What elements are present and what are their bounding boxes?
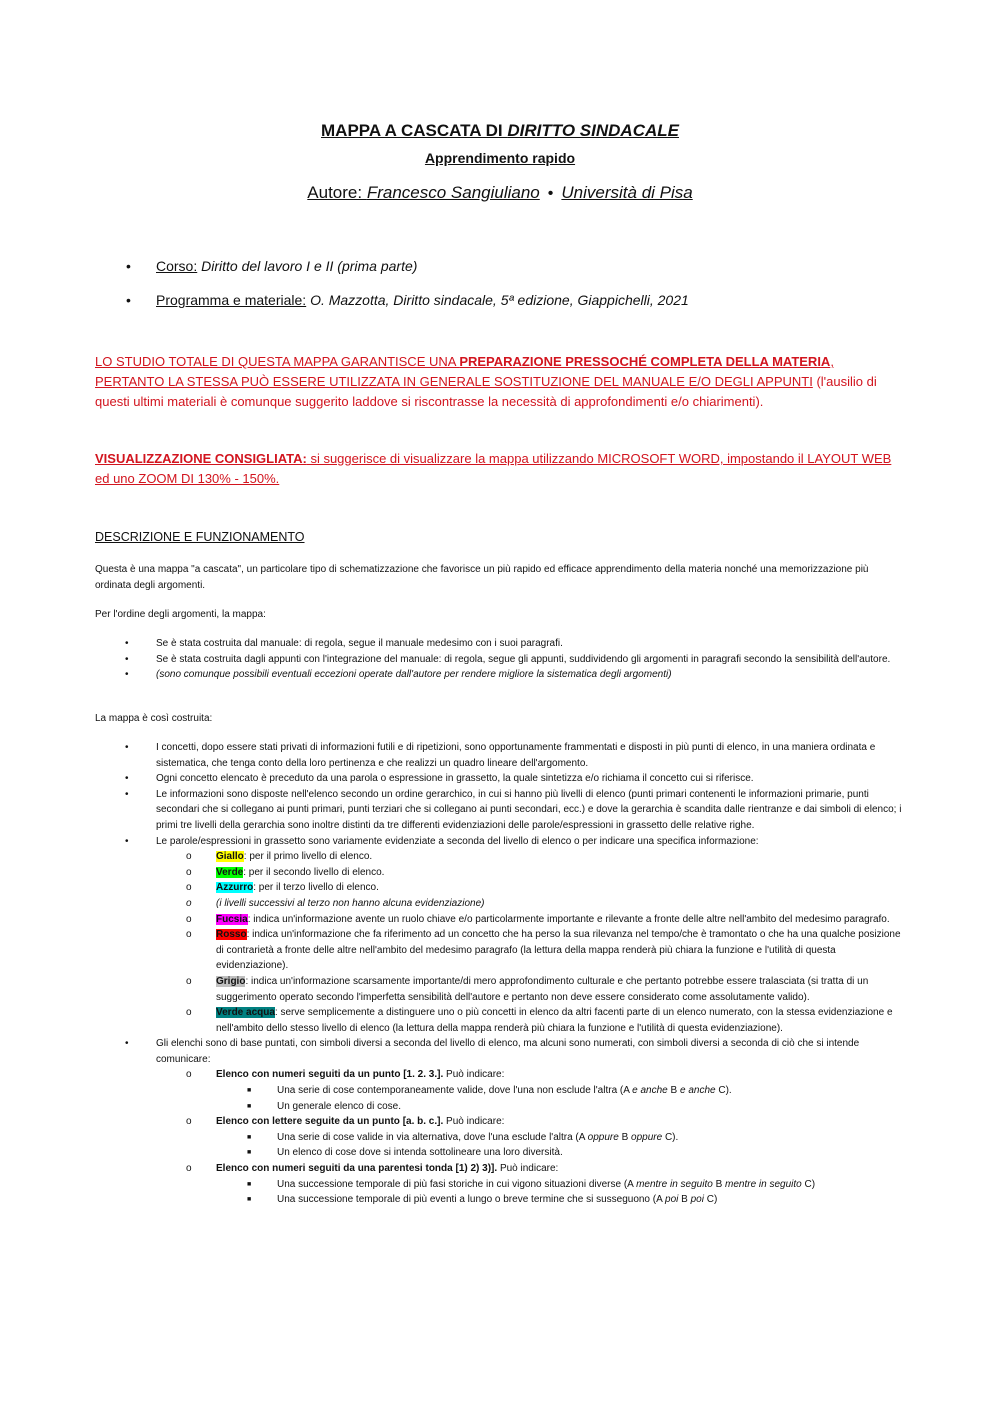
- highlight-item-cyan: [95, 880, 905, 896]
- program-label: Programma e materiale:: [156, 292, 307, 308]
- warning-part1: LO STUDIO TOTALE DI QUESTA MAPPA GARANTISCE UNA: [95, 354, 460, 369]
- highlight-word: Grigio: [216, 975, 246, 987]
- bullet-icon: •: [125, 1038, 129, 1050]
- square-bullet-icon: ■: [247, 1196, 252, 1204]
- bullet-icon: •: [126, 292, 131, 308]
- highlight-word: Fucsia: [216, 913, 248, 925]
- circle-bullet-icon: o: [186, 1007, 192, 1019]
- highlight-text: : per il secondo livello di elenco.: [243, 866, 385, 878]
- bullet-icon: •: [125, 669, 129, 681]
- order-list: [95, 636, 905, 683]
- course-label: Corso:: [156, 258, 198, 274]
- highlight-text: : indica un'informazione scarsamente importante/di mero approfondimento culturale e che pertanto potrebbe essere tralasciata (si tratta di un suggerimento operato secondo l'imperfetta sensibilità dell'autore e pertanto non deve essere considerato come assolutamente valido).: [216, 975, 869, 1003]
- author-name: Francesco Sangiuliano: [366, 183, 540, 202]
- list-type-text: Può indicare:: [443, 1116, 505, 1128]
- list-type-item: [95, 1067, 905, 1083]
- built-list: [95, 740, 905, 1208]
- square-bullet-icon: ■: [247, 1180, 252, 1188]
- circle-bullet-icon: o: [186, 1116, 192, 1128]
- highlight-word: Verde: [216, 866, 244, 878]
- subitem-italic: poi: [690, 1194, 704, 1206]
- subitem-italic: mentre in seguito: [725, 1178, 802, 1190]
- list-item: [95, 834, 905, 850]
- program-value: O. Mazzotta, Diritto sindacale, 5ª edizione, Giappichelli, 2021: [310, 292, 689, 308]
- list-item: [95, 667, 905, 683]
- circle-bullet-icon: o: [186, 929, 192, 941]
- highlight-word: Rosso: [216, 929, 247, 941]
- highlight-text: : serve semplicemente a distinguere uno o più concetti in elenco da altri facenti parte di un elenco numerato, con la stessa evidenziazione e nell'ambito dello stesso livello di elenco (la lettura della mappa renderà più chiara la funzione e l'utilità di questa evidenziazione).: [216, 1007, 893, 1034]
- list-item-text: Gli elenchi sono di base puntati, con simboli diversi a seconda del livello di elenco, ma alcuni sono numerati, con simboli diversi a seconda di ciò che si intende comunicare:: [156, 1038, 860, 1065]
- warning-paragraph: [95, 352, 905, 412]
- list-item: [95, 636, 905, 652]
- highlight-text: : per il primo livello di elenco.: [243, 851, 373, 863]
- highlight-item-green: [95, 865, 905, 881]
- circle-bullet-icon: o: [186, 1163, 192, 1175]
- subitem-text: B: [618, 1131, 632, 1143]
- author-label: Autore:: [307, 183, 367, 202]
- list-subitem: [95, 1145, 905, 1161]
- subitem-text: Una serie di cose contemporaneamente valide, dove l'una non esclude l'altra (A: [277, 1085, 633, 1097]
- highlight-text: : indica un'informazione che fa riferimento ad un concetto che ha perso la sua rilevanza nel tempo/che è tramontato o che ha una qualche posizione di contrarietà a fronte delle altre nell'ambito del medesimo paragrafo (la lettura della mappa renderà più chiara la funzione e l'utilità di questa evidenziazione).: [216, 929, 901, 972]
- bullet-icon: •: [125, 638, 129, 649]
- list-item: [95, 771, 905, 787]
- highlight-item-grey: [95, 974, 905, 1005]
- highlight-word: Verde acqua: [216, 1007, 275, 1019]
- subitem-text: B: [667, 1085, 680, 1097]
- subitem-text: C).: [662, 1131, 679, 1143]
- highlight-item-red: [95, 927, 905, 974]
- title-italic: DIRITTO SINDACALE: [507, 121, 679, 140]
- subitem-text: C): [801, 1178, 816, 1190]
- list-item: [95, 740, 905, 771]
- list-item-text: Le parole/espressioni in grassetto sono variamente evidenziate a seconda del livello di elenco o per indicare una specifica informazione:: [156, 835, 759, 847]
- subitem-italic: mentre in seguito: [636, 1178, 713, 1190]
- highlight-item-yellow: [95, 849, 905, 865]
- circle-bullet-icon: o: [186, 897, 192, 909]
- list-subitem: [95, 1177, 905, 1193]
- circle-bullet-icon: o: [186, 866, 192, 878]
- warning-bold: PREPARAZIONE PRESSOCHÉ COMPLETA DELLA MATERIA: [459, 354, 831, 369]
- bullet-icon: •: [125, 788, 129, 800]
- list-type-label: Elenco con numeri seguiti da un punto [1. 2. 3.].: [216, 1069, 444, 1081]
- square-bullet-icon: ■: [247, 1133, 252, 1141]
- bullet-icon: •: [126, 258, 131, 274]
- square-bullet-icon: ■: [247, 1149, 252, 1157]
- list-item-text: Se è stata costruita dal manuale: di regola, segue il manuale medesimo con i suoi paragrafi.: [156, 638, 563, 649]
- list-type-item: [95, 1114, 905, 1130]
- circle-bullet-icon: o: [186, 882, 192, 894]
- built-intro: La mappa è così costruita:: [95, 713, 213, 724]
- highlight-item-note: [95, 896, 905, 912]
- document-title: [0, 121, 1000, 141]
- list-subitem: [95, 1130, 905, 1146]
- list-type-text: Può indicare:: [497, 1163, 559, 1175]
- highlight-item-fuchsia: [95, 912, 905, 928]
- subitem-text: Una successione temporale di più eventi a lungo o breve termine che si susseguono (A: [277, 1194, 666, 1206]
- list-item: [95, 1036, 905, 1067]
- document-subtitle: Apprendimento rapido: [424, 150, 576, 166]
- title-prefix: MAPPA A CASCATA DI: [321, 121, 508, 140]
- list-type-label: Elenco con lettere seguite da un punto [a. b. c.].: [216, 1116, 444, 1128]
- highlight-item-teal: [95, 1005, 905, 1036]
- subitem-italic: e anche: [632, 1085, 668, 1097]
- warning-part4: (l'ausilio di questi ultimi materiali è comunque suggerito laddove si riscontrasse la necessità di approfondimenti e/o chiarimenti).: [95, 374, 877, 409]
- list-subitem: [95, 1083, 905, 1099]
- circle-bullet-icon: o: [186, 1069, 192, 1081]
- list-item-text: I concetti, dopo essere stati privati di informazioni futili e di ripetizioni, sono opportunamente frammentati e disposti in più punti di elenco, in una maniera ordinata e sistematica, che tenga conto della loro pertinenza e che realizzi un quadro lineare dell'argomento.: [156, 742, 876, 769]
- circle-bullet-icon: o: [186, 851, 192, 863]
- separator-dot: •: [547, 185, 554, 202]
- list-item-text: Se è stata costruita dagli appunti con l'integrazione del manuale: di regola, segue gli appunti, suddividendo gli argomenti in paragrafi secondo la sensibilità dell'autore.: [156, 653, 891, 665]
- list-type-item: [95, 1161, 905, 1177]
- course-value: Diritto del lavoro I e II (prima parte): [201, 258, 418, 274]
- subitem-italic: oppure: [631, 1131, 663, 1143]
- highlight-text: : per il terzo livello di elenco.: [253, 882, 379, 894]
- list-item: [95, 787, 905, 834]
- subitem-italic: e anche: [679, 1085, 716, 1097]
- circle-bullet-icon: o: [186, 913, 192, 925]
- subitem-text: Un generale elenco di cose.: [277, 1100, 401, 1112]
- subitem-text: C): [703, 1194, 718, 1206]
- subitem-text: B: [712, 1178, 726, 1190]
- subitem-text: C).: [715, 1085, 732, 1097]
- highlight-word: Azzurro: [216, 882, 254, 894]
- description-heading: DESCRIZIONE E FUNZIONAMENTO: [95, 530, 305, 544]
- warning-part3: , PERTANTO LA STESSA PUÒ ESSERE UTILIZZATA IN GENERALE SOSTITUZIONE DEL MANUALE E/O DEGLI APPUNTI: [95, 354, 834, 389]
- subitem-italic: poi: [665, 1194, 679, 1206]
- list-type-label: Elenco con numeri seguiti da una parentesi tonda [1) 2) 3)].: [216, 1163, 498, 1175]
- description-intro: Questa è una mappa "a cascata", un particolare tipo di schematizzazione che favorisce un più rapido ed efficace apprendimento della materia nonché una memorizzazione più ordinata degli argomenti.: [95, 564, 869, 591]
- list-item: [95, 652, 905, 668]
- square-bullet-icon: ■: [247, 1102, 252, 1110]
- highlight-word: Giallo: [216, 851, 244, 863]
- circle-bullet-icon: o: [186, 975, 192, 987]
- visualization-text: si suggerisce di visualizzare la mappa utilizzando MICROSOFT WORD, impostando il LAYOUT WEB ed uno ZOOM DI 130% - 150%.: [95, 451, 892, 486]
- order-intro: Per l'ordine degli argomenti, la mappa:: [95, 609, 266, 620]
- list-subitem: [95, 1099, 905, 1115]
- highlight-text: : indica un'informazione avente un ruolo chiave e/o particolarmente importante e rilevante a fronte delle altre nell'ambito del medesimo paragrafo.: [247, 913, 890, 925]
- subitem-italic: oppure: [587, 1131, 619, 1143]
- visualization-paragraph: [95, 449, 905, 489]
- list-item-text: Ogni concetto elencato è preceduto da una parola o espressione in grassetto, la quale sintetizza e/o richiama il concetto cui si riferisce.: [156, 773, 754, 785]
- highlight-text: (i livelli successivi al terzo non hanno alcuna evidenziazione): [216, 897, 485, 909]
- bullet-icon: •: [125, 835, 129, 847]
- list-type-text: Può indicare:: [443, 1069, 505, 1081]
- subitem-text: B: [678, 1194, 691, 1206]
- list-item-text: Le informazioni sono disposte nell'elenco secondo un ordine gerarchico, in cui si hanno più livelli di elenco (punti primari contenenti le informazioni primarie, punti secondari che si collegano ai punti primari, punti terziari che si collegano ai punti secondari, ecc.) e dove la gerarchia è scandita dalle rientranze e dai simboli di elenco; i primi tre livelli della gerarchia sono inoltre distinti da tre differenti evidenziazioni delle parole/espressioni in grassetto delle relative righe.: [156, 788, 902, 831]
- bullet-icon: •: [125, 773, 129, 785]
- subitem-text: Una serie di cose valide in via alternativa, dove l'una esclude l'altra (A: [277, 1131, 588, 1143]
- author-line: [0, 183, 1000, 203]
- university-name: Università di Pisa: [561, 183, 693, 202]
- subitem-text: Una successione temporale di più fasi storiche in cui vigono situazioni diverse (A: [277, 1178, 637, 1190]
- list-item-text: (sono comunque possibili eventuali eccezioni operate dall'autore per rendere migliore la sistematica degli argomenti): [156, 669, 672, 681]
- bullet-icon: •: [125, 653, 129, 665]
- subitem-text: Un elenco di cose dove si intenda sottolineare una loro diversità.: [277, 1147, 563, 1159]
- list-subitem: [95, 1192, 905, 1208]
- square-bullet-icon: ■: [247, 1087, 252, 1095]
- bullet-icon: •: [125, 742, 129, 753]
- visualization-label: VISUALIZZAZIONE CONSIGLIATA:: [95, 451, 307, 466]
